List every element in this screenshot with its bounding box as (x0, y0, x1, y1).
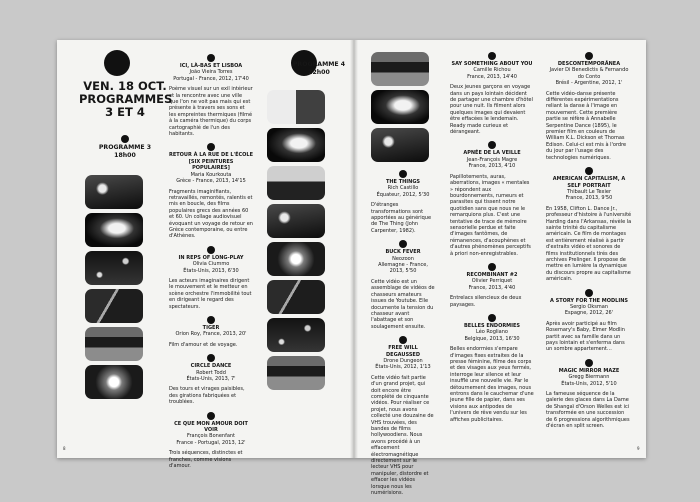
programme-3-title: PROGRAMME 3 (98, 144, 152, 151)
film-entry (371, 240, 435, 330)
bullet-dot (207, 354, 215, 362)
film-title: RETOUR À LA RUE DE L'ÉCOLE [SIX PEINTURES POPULAIRES] (169, 152, 254, 172)
thumbnail-column-left (85, 175, 145, 403)
film-still (267, 318, 325, 352)
film-entry (169, 143, 253, 239)
film-still (371, 90, 429, 124)
film-title: BUCK FEVER (385, 249, 421, 256)
film-author: Olivier Perriquet (471, 278, 513, 285)
bullet-dot (585, 289, 593, 297)
film-author: Maria Kourkouta (190, 171, 232, 178)
film-meta: Brésil - Argentine, 2012, 1' (555, 80, 623, 87)
film-still (267, 204, 325, 238)
bullet-dot (488, 141, 496, 149)
page-number-left: 8 (63, 446, 66, 451)
film-description: Film d'amour et de voyage. (169, 341, 238, 348)
film-entry (546, 359, 632, 430)
film-still (85, 365, 143, 399)
film-title: CE QUE MON AMOUR DOIT VOIR (174, 420, 248, 434)
film-meta: Équateur, 2012, 5'30 (376, 191, 430, 198)
film-entry (546, 289, 632, 353)
film-meta: États-Unis, 2013, 6'30 (183, 267, 239, 274)
heading-line-1: VEN. 18 OCT. (83, 79, 167, 93)
film-still (85, 289, 143, 323)
programme-4-time: 22h00 (308, 69, 330, 76)
film-meta: États-Unis, 2012, 5'10 (561, 380, 617, 387)
film-title: BELLES ENDORMIES (463, 323, 521, 329)
film-description: Cette vidéo fait partie d'un grand projet, qui doit encore être complété de cinquante vidéos. Pour réaliser ce projet, nous avons collecté une douzaine de VHS trouvées, des bandes de films hollywoodiens. Nous avons procédé à un effacement électromagnétique directement sur le lecteur VHS pour manipuler, distordre et effacer les vidéos lorsque nous les numérisions. (371, 374, 434, 497)
film-author: Sergio Oksman (570, 304, 608, 310)
film-meta: France, 2013, 4'40 (468, 284, 516, 291)
film-still (267, 356, 325, 390)
page-number-right: 9 (637, 446, 640, 451)
bullet-dot (585, 359, 593, 367)
film-title: SAY SOMETHING ABOUT YOU (451, 61, 533, 67)
film-author: Gregg Biermann (568, 374, 610, 381)
film-description: Fragments imaginifiants, retravaillés, remontés, ralentis et mis en boucle, des films populaires grecs des années 60 et 60. Un collage audiovisuel évoquant un voyage de retour en Grèce contemporaine, ou entre d'Athènes. (169, 188, 253, 240)
thumbnail-column-right (371, 52, 435, 166)
film-meta: États-Unis, 2013, 7' (186, 376, 236, 383)
film-still (85, 251, 143, 285)
bullet-dot (207, 246, 215, 254)
film-description: Cette vidéo-danse présente différentes expérimentations reliant la danse à l'image en mouvement. Cette première partie se réfère à Annabelle Serpentine Dance (1895), le premier film en couleurs de William K.L. Dickson et Thomas Edison. Celui-ci est mis à l'ordre du jour par l'usage des technologies numériques. (546, 90, 627, 161)
film-title: APNÉE DE LA VEILLE (463, 150, 521, 157)
bullet-dot (488, 263, 496, 271)
film-still (85, 327, 143, 361)
bullet-dot (585, 52, 593, 60)
film-still (267, 128, 325, 162)
programme-dot-large (104, 50, 130, 76)
film-meta: Grèce - France, 2013, 14'15 (176, 178, 246, 185)
film-description: Des tours et virages paisibles, des girations fabriquées et troublées. (169, 386, 245, 406)
film-title: FREE WILL DEGAUSSED (386, 345, 420, 358)
entries-column-left (169, 54, 253, 476)
film-still (371, 128, 429, 162)
film-entry (450, 52, 534, 135)
film-entry (546, 52, 632, 161)
film-meta: Orion Roy, France, 2013, 20' (175, 331, 247, 338)
bullet-dot (585, 167, 593, 175)
bullet-dot (207, 412, 215, 420)
thumbnail-column-programme-4 (267, 90, 327, 394)
film-title: THE THINGS (385, 179, 421, 185)
film-title: CIRCLE DANCE (190, 363, 232, 370)
film-entry (371, 336, 435, 496)
film-author: Neozoon (392, 255, 414, 262)
film-still (267, 280, 325, 314)
film-title: ICI, LÀ-BAS ET LISBOA (179, 63, 243, 69)
bullet-dot (399, 170, 407, 178)
film-entry (169, 354, 253, 405)
film-meta: Belgique, 2013, 16'30 (464, 335, 520, 342)
film-title: AMERICAN CAPITALISM, A SELF PORTRAIT (552, 176, 626, 189)
film-description: D'étranges transformations sont apportées au générique de The Thing (John Carpenter, 1982). (371, 202, 432, 234)
film-entry (450, 141, 534, 257)
film-title: MAGIC MIRROR MAZE (558, 367, 620, 374)
film-author: Drone Dungeon (383, 357, 423, 364)
film-entry (169, 246, 253, 310)
film-entry (169, 412, 253, 470)
film-entry (169, 316, 253, 348)
film-meta: Portugal - France, 2012, 17'40 (173, 75, 249, 82)
film-title: IN REPS OF LONG-PLAY (178, 254, 244, 261)
film-description: Après avoir participé au film Rosemary's Baby, Elmer Modlin partit avec sa famille dans un pays lointain et s'enferma dans un sombre appartement… (546, 320, 625, 353)
film-description: La fameuse séquence de la galerie des glaces dans La Dame de Shangaï d'Orson Welles est ici transformée en une succession de 6 progressions algorithmiques d'écran en split screen. (546, 391, 630, 430)
film-description: Poème visuel sur un exil intérieur et la rencontre avec une ville que l'on ne voit pas mais qui est présente à travers ses sons et les empreintes thermiques (filmé à la caméra thermique) du corps cartographié de l'un des habitants. (169, 86, 253, 138)
film-author: Thibault Le Texier (567, 188, 611, 195)
film-entry (546, 167, 632, 283)
bullet-dot (207, 143, 215, 151)
magazine-spread (57, 40, 646, 497)
bullet-dot (399, 336, 407, 344)
film-description: Entrelacs silencieux de deux paysages. (450, 295, 522, 308)
film-author: Robert Todd (196, 369, 226, 376)
film-meta: France, 2013, 4'10 (468, 163, 516, 170)
film-author: Javier Di Benedictis & Fernando do Conto (549, 67, 629, 80)
film-meta: France - Portugal, 2013, 12' (176, 439, 246, 446)
bullet-dot (207, 54, 215, 62)
bullet-dot (207, 316, 215, 324)
film-author: Jean-François Magre (466, 156, 518, 163)
film-author: Camille Richou (473, 67, 511, 74)
film-author: Rich Castillo (387, 185, 419, 192)
film-meta: Allemagne - France, 2013, 5'50 (378, 262, 428, 275)
film-still (267, 166, 325, 200)
film-entry (450, 263, 534, 308)
film-meta: France, 2013, 9'50 (565, 195, 613, 202)
film-still (85, 213, 143, 247)
film-title: RECOMBINANT #2 (466, 271, 518, 278)
film-meta: États-Unis, 2012, 1'13 (375, 364, 431, 371)
bullet-dot (399, 240, 407, 248)
film-description: En 1958, Clifton L. Dance Jr., professeur d'histoire à l'université Harding dans l'Arkansas, révèle la sainte trinité du capitalisme américain. Ce film de montages est entièrement réalisé à partir d'extraits vidéo et sonores de films institutionnels tirés des archives Prelinger. Il propose de mettre en lumière la dynamique du discours propre au capitalisme américain. (546, 205, 632, 283)
film-still (267, 90, 325, 124)
film-description: Les acteurs imaginaires dirigent le mouvement et le metteur en scène orchestre l'immobilité tout en dirigeant le regard des spectateurs. (169, 277, 252, 310)
film-author: François Bonenfant (186, 433, 236, 440)
page-heading (79, 80, 171, 119)
film-still (85, 175, 143, 209)
film-description: Deux jeunes garçons en voyage dans un pays lointain décident de partager une chambre d'hôtel pour une nuit. Ils filment alors quelques images qui devaient être effacées le lendemain. Ready made curieux et dérangeant. (450, 84, 533, 136)
film-entry (450, 314, 534, 423)
bullet-dot (121, 135, 129, 143)
film-description: Cette vidéo est un assemblage de vidéos de chasseurs amateurs issues de Youtube. Elle documente la tension du chasseur avant l'abattage et son soulagement ensuite. (371, 278, 435, 330)
film-description: Belles endormies s'empare d'images fixes extraites de la presse féminine, filme des corps et des visages aux yeux fermés, interroge leur silence et leur insufflé une nouvelle vie. Par le détournement des images, nous entrons dans le cauchemar d'une jeune fille de papier, dans ses visions aux antipodes de l'univers de rêve vendu sur les affiches publicitaires. (450, 346, 534, 423)
programme-4-label (289, 55, 349, 81)
film-title: TIGER (202, 325, 220, 331)
bullet-dot (488, 314, 496, 322)
bullet-dot (488, 52, 496, 60)
spread-gutter (350, 40, 358, 458)
film-author: João Vieira Torres (189, 69, 233, 76)
film-author: Léo Rogliano (476, 329, 508, 336)
heading-line-3: 3 ET 4 (105, 105, 145, 119)
programme-4-title: PROGRAMME 4 (292, 61, 346, 68)
film-still (371, 52, 429, 86)
entries-column-right-1 (371, 170, 435, 502)
film-meta: France, 2013, 14'40 (467, 73, 517, 80)
film-description: Trois séquences, distinctes et franches, comme visions d'amour. (169, 450, 243, 470)
film-entry (169, 54, 253, 137)
programme-3-label (87, 135, 163, 164)
film-entry (371, 170, 435, 234)
film-description: Papillotements, auras, aberrations, images « mentales » répondent aux bourdonnements, rumeurs et parasites qui tissent notre quotidien sans que nous ne le remarquions plus. C'est une tentative de trace de mémoire sensorielle perdue et faite d'images fantômes, de rémanences, d'acouphènes et d'autres phénomènes perceptifs à priori non-enregistrables. (450, 173, 531, 257)
film-author: Olivia Ciummo (192, 261, 230, 268)
entries-column-right-3 (546, 52, 632, 436)
programme-3-time: 18h00 (114, 152, 136, 159)
film-title: DESCONTEMPORÂNEA (557, 61, 621, 67)
film-meta: Espagne, 2012, 26' (564, 310, 614, 317)
film-still (267, 242, 325, 276)
film-title: A STORY FOR THE MODLINS (549, 297, 629, 304)
entries-column-right-2 (450, 52, 534, 429)
heading-line-2: PROGRAMMES (79, 92, 173, 106)
